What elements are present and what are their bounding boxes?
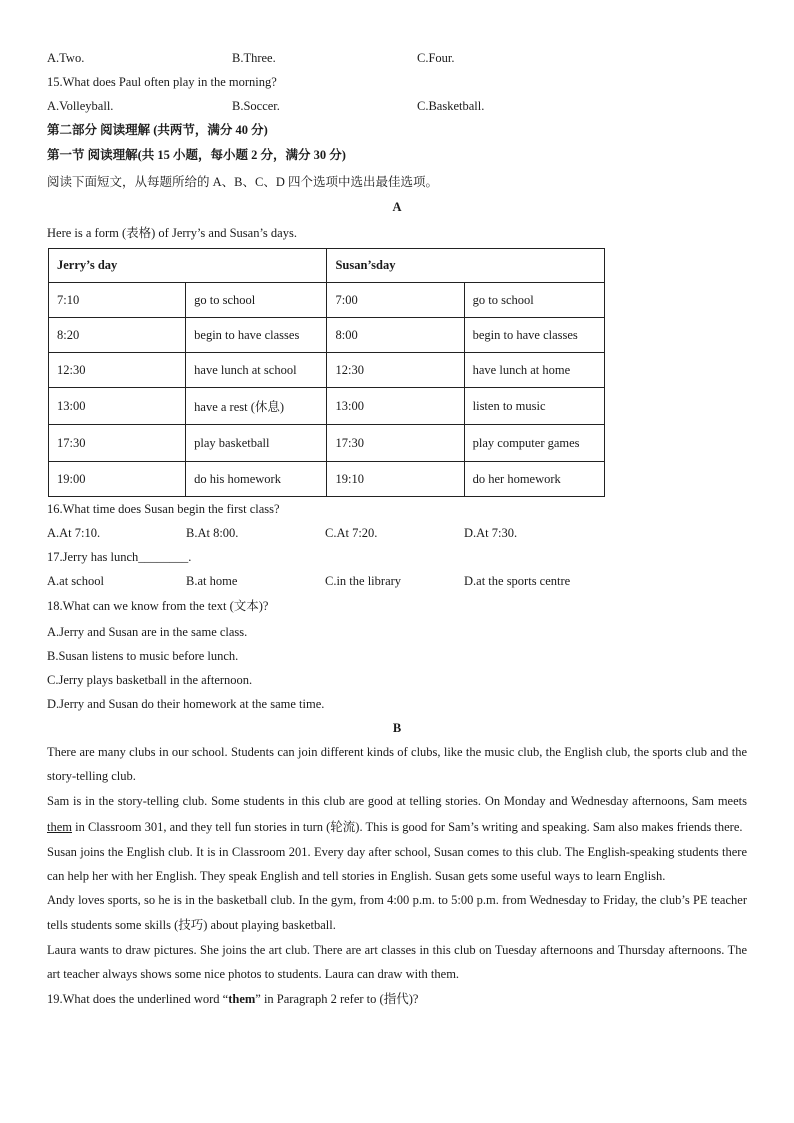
option-b[interactable]: B.Three.	[232, 51, 276, 65]
passage-a-intro: Here is a form (表格) of Jerry’s and Susan’s days.	[47, 226, 297, 240]
option-a[interactable]: A.Two.	[47, 51, 85, 65]
jerry-time: 7:10	[49, 283, 186, 318]
option-b[interactable]: B.at home	[186, 574, 238, 588]
jerry-activity: have lunch at school	[186, 353, 327, 388]
option-c[interactable]: C.At 7:20.	[325, 526, 378, 540]
jerry-time: 12:30	[49, 353, 186, 388]
option-a[interactable]: A.Jerry and Susan are in the same class.	[47, 625, 248, 639]
q19-text-end: ” in Paragraph 2 refer to (指代)?	[255, 992, 419, 1006]
susan-time: 19:10	[327, 462, 464, 497]
susan-activity: have lunch at home	[464, 353, 604, 388]
schedule-table	[48, 248, 605, 497]
option-b[interactable]: B.At 8:00.	[186, 526, 239, 540]
jerry-activity: do his homework	[186, 462, 327, 497]
option-c[interactable]: C.in the library	[325, 574, 402, 588]
instructions: 阅读下面短文，从每题所给的 A、B、C、D 四个选项中选出最佳选项。	[47, 175, 438, 189]
passage-b-paragraph-4: Andy loves sports, so he is in the basketball club. In the gym, from 4:00 p.m. to 5:00 p.m. from Wednesday to Friday, the club’s PE teacher tells students some skills (技巧) about playing basketball.	[47, 893, 747, 932]
passage-b-label: B	[392, 721, 402, 735]
q17-options	[47, 569, 747, 593]
susan-activity: begin to have classes	[464, 318, 604, 353]
q16-question: 16.What time does Susan begin the first class?	[47, 502, 280, 516]
q16-options	[47, 521, 747, 545]
susan-time: 7:00	[327, 283, 464, 318]
table-row	[49, 388, 605, 425]
susan-activity: go to school	[464, 283, 604, 318]
jerry-activity: have a rest (休息)	[186, 388, 327, 425]
option-c[interactable]: C.Four.	[417, 51, 455, 65]
q14-options	[47, 46, 747, 70]
susan-time: 13:00	[327, 388, 464, 425]
table-row	[49, 425, 605, 462]
option-d[interactable]: D.Jerry and Susan do their homework at the same time.	[47, 697, 325, 711]
jerry-header: Jerry’s day	[49, 249, 327, 283]
jerry-time: 8:20	[49, 318, 186, 353]
paragraph-2-text-end: in Classroom 301, and they tell fun stories in turn (轮流). This is good for Sam’s writing and speaking. Sam also makes friends there.	[72, 820, 743, 834]
passage-b-paragraph-3: Susan joins the English club. It is in Classroom 201. Every day after school, Susan comes to this club. The English-speaking students there can help her with her English. They speak English and tell stories in English. Susan gets some useful ways to learn English.	[47, 845, 747, 883]
q15-question: 15.What does Paul often play in the morning?	[47, 75, 277, 89]
jerry-time: 19:00	[49, 462, 186, 497]
option-c[interactable]: C.Basketball.	[417, 99, 485, 113]
option-b[interactable]: B.Soccer.	[232, 99, 280, 113]
option-c[interactable]: C.Jerry plays basketball in the afternoon.	[47, 673, 253, 687]
jerry-time: 17:30	[49, 425, 186, 462]
q19-question	[47, 986, 747, 1012]
q19-bold-word: them	[228, 992, 256, 1006]
passage-b-paragraph-5: Laura wants to draw pictures. She joins the art club. There are art classes in this club on Tuesday afternoons and Thursday afternoons. The art teacher always shows some nice photos to students. Laura can draw with them.	[47, 943, 747, 981]
table-row	[49, 318, 605, 353]
option-a[interactable]: A.At 7:10.	[47, 526, 101, 540]
passage-b-paragraph-2	[47, 788, 747, 840]
exam-page	[47, 46, 747, 1012]
susan-activity: listen to music	[464, 388, 604, 425]
susan-time: 12:30	[327, 353, 464, 388]
underlined-word: them	[47, 820, 72, 834]
q19-text-start: 19.What does the underlined word “	[47, 992, 229, 1006]
susan-activity: play computer games	[464, 425, 604, 462]
susan-time: 17:30	[327, 425, 464, 462]
option-b[interactable]: B.Susan listens to music before lunch.	[47, 649, 239, 663]
jerry-activity: begin to have classes	[186, 318, 327, 353]
option-a[interactable]: A.Volleyball.	[47, 99, 114, 113]
q17-question: 17.Jerry has lunch________.	[47, 550, 192, 564]
option-d[interactable]: D.At 7:30.	[464, 526, 518, 540]
section-title: 第一节 阅读理解(共 15 小题，每小题 2 分，满分 30 分)	[47, 148, 346, 162]
susan-time: 8:00	[327, 318, 464, 353]
option-a[interactable]: A.at school	[47, 574, 104, 588]
passage-b-paragraph-1: There are many clubs in our school. Students can join different kinds of clubs, like the music club, the English club, the sports club and the story-telling club.	[47, 745, 747, 783]
option-d[interactable]: D.at the sports centre	[464, 574, 571, 588]
jerry-time: 13:00	[49, 388, 186, 425]
paragraph-2-text-start: Sam is in the story-telling club. Some students in this club are good at telling stories. On Monday and Wednesday afternoons, Sam meets	[47, 794, 747, 808]
q15-options	[47, 94, 747, 118]
susan-header: Susan’sday	[327, 249, 605, 283]
table-header-row	[49, 249, 605, 283]
jerry-activity: play basketball	[186, 425, 327, 462]
jerry-activity: go to school	[186, 283, 327, 318]
table-row	[49, 353, 605, 388]
susan-activity: do her homework	[464, 462, 604, 497]
part-title: 第二部分 阅读理解 (共两节，满分 40 分)	[47, 123, 268, 137]
passage-a-label: A	[392, 200, 402, 214]
table-row	[49, 283, 605, 318]
table-row	[49, 462, 605, 497]
q18-question: 18.What can we know from the text (文本)?	[47, 599, 269, 613]
